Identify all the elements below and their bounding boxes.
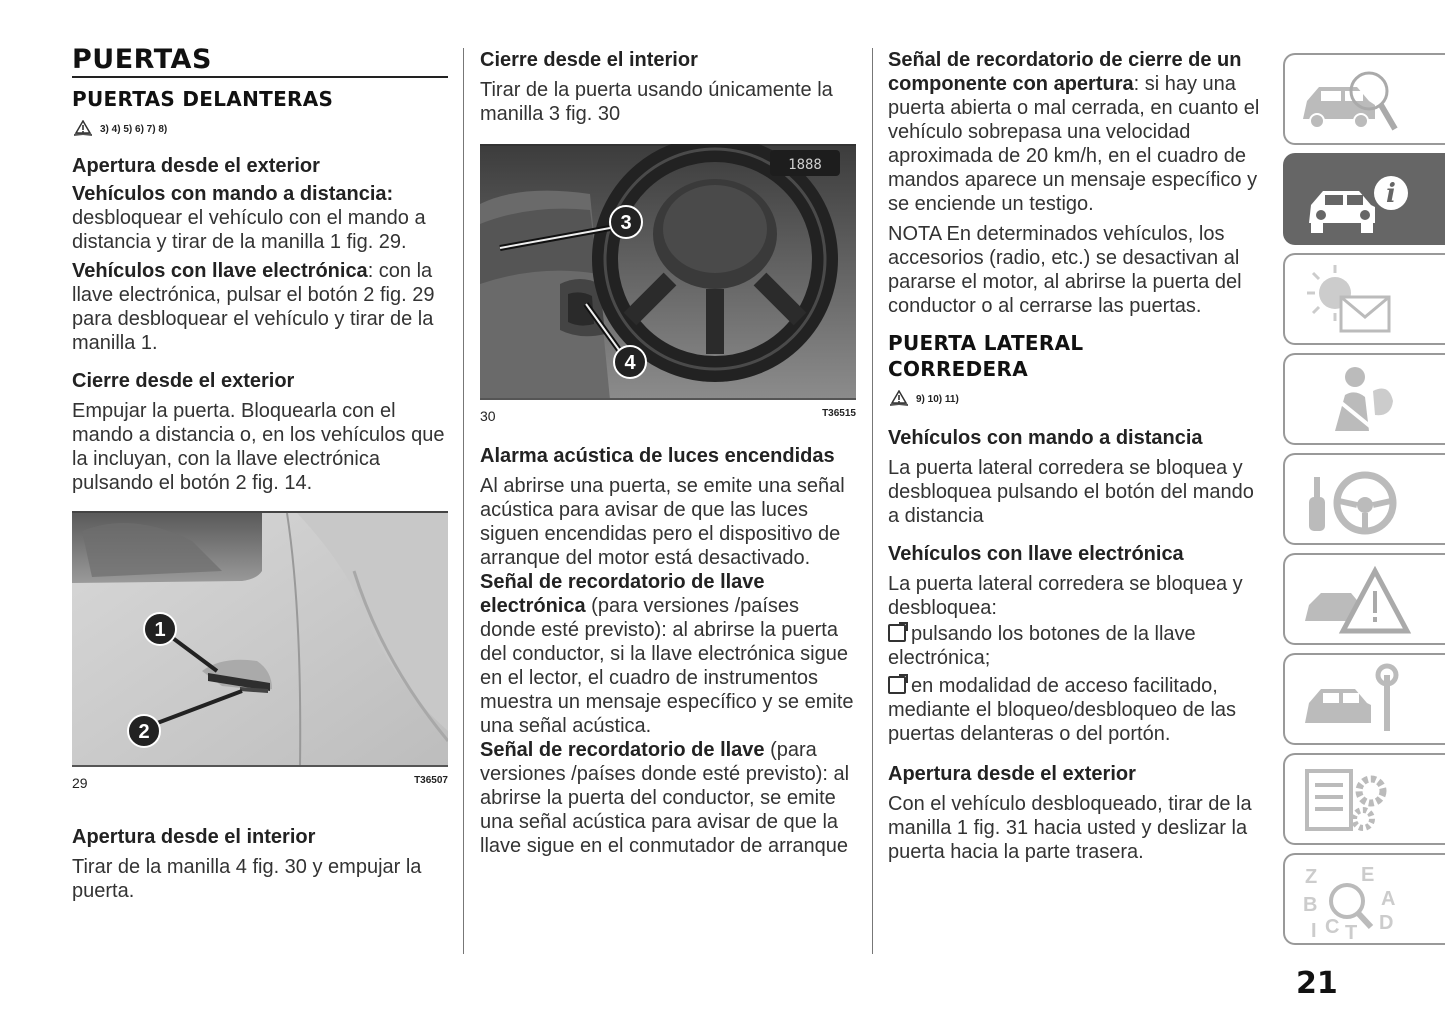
key-reminder-text: (para versiones /países donde esté previsto): al abrirse la puerta del conductor, si la llave electrónica sigue en el lector, el cuadro de instrumentos muestra un mensaje específico y se emite una señal acústica. xyxy=(480,595,854,737)
bullet-item xyxy=(888,674,1264,746)
paragraph-close-interior: Tirar de la puerta usando únicamente la manilla 3 fig. 30 xyxy=(480,79,833,125)
key-reminder-2-label: Señal de recordatorio de llave xyxy=(480,739,765,761)
section-title: PUERTAS xyxy=(72,44,212,75)
warning-references xyxy=(72,118,448,140)
remote-text: desbloquear el vehículo con el mando a distancia y tirar de la manilla 1 fig. 29. xyxy=(72,207,426,253)
figure-caption xyxy=(480,408,856,424)
heading-open-interior: Apertura desde el interior xyxy=(72,826,316,848)
figure-29 xyxy=(72,511,448,791)
car-wrench-icon xyxy=(1295,661,1425,741)
door-handle-photo xyxy=(72,511,448,767)
figure-code: T36515 xyxy=(822,408,856,419)
svg-text:i: i xyxy=(1386,179,1396,209)
column-1 xyxy=(72,44,448,903)
tab-technical-data[interactable] xyxy=(1283,753,1445,845)
paragraph-alarm: Al abrirse una puerta, se emite una señal acústica para avisar de que las luces siguen encendidas pero el dispositivo de arranque del motor está desactivado. xyxy=(480,475,845,569)
column-divider xyxy=(872,48,873,954)
closure-reminder-text: : si hay una puerta abierta o mal cerrada, en cuanto el vehículo sobrepasa una velocidad aproximada de 20 km/h, en el cuadro de mandos aparece un mensaje específico y se enciende un testigo. xyxy=(888,73,1260,215)
key-steering-icon xyxy=(1295,461,1425,541)
figure-30 xyxy=(480,144,856,424)
paragraph-key-reminder-2 xyxy=(480,738,856,858)
interior-door-photo xyxy=(480,144,856,400)
checkbox-bullet-icon xyxy=(888,624,906,642)
tab-instruments-info[interactable] xyxy=(1283,153,1445,245)
car-warning-icon xyxy=(1295,561,1425,641)
warning-refs-text: 3) 4) 5) 6) 7) 8) xyxy=(100,123,168,135)
svg-text:1888: 1888 xyxy=(788,157,822,173)
page-number: 21 xyxy=(1296,966,1338,1001)
tab-knowing-vehicle[interactable] xyxy=(1283,53,1445,145)
index-letter: I xyxy=(1311,920,1317,941)
bullet-item xyxy=(888,622,1264,670)
column-2 xyxy=(480,44,856,858)
tab-lights-messages[interactable] xyxy=(1283,253,1445,345)
figure-code: T36507 xyxy=(414,775,448,786)
bullet-text: en modalidad de acceso facilitado, mediante el bloqueo/desbloqueo de las puertas delanteras o del portón. xyxy=(888,675,1237,745)
key-label: Vehículos con llave electrónica xyxy=(72,260,368,282)
heading-close-interior: Cierre desde el interior xyxy=(480,49,698,71)
paragraph-sliding-open-ext: Con el vehículo desbloqueado, tirar de la manilla 1 fig. 31 hacia usted y deslizar la puerta hacia la parte trasera. xyxy=(888,793,1252,863)
tab-emergency[interactable] xyxy=(1283,553,1445,645)
car-search-icon xyxy=(1295,61,1425,141)
paragraph-nota: NOTA En determinados vehículos, los accesorios (radio, etc.) se desactivan al pararse el motor, al abrirse la puerta del conductor o al cerrarse las puertas. xyxy=(888,223,1242,317)
car-info-icon xyxy=(1295,161,1425,241)
checkbox-bullet-icon xyxy=(888,676,906,694)
callout-1: 1 xyxy=(154,619,166,641)
warning-book-icon xyxy=(72,120,94,138)
sun-envelope-icon xyxy=(1295,261,1425,341)
heading-close-exterior: Cierre desde el exterior xyxy=(72,370,295,392)
airbag-person-icon xyxy=(1295,361,1425,441)
bullet-text: pulsando los botones de la llave electrónica; xyxy=(888,623,1196,669)
heading-alarm: Alarma acústica de luces encendidas xyxy=(480,445,835,467)
title-rule xyxy=(72,76,448,78)
closure-reminder-label: Señal de recordatorio de cierre de un componente con apertura xyxy=(888,49,1242,95)
tab-safety[interactable] xyxy=(1283,353,1445,445)
callout-2: 2 xyxy=(138,721,150,743)
remote-label: Vehículos con mando a distancia: xyxy=(72,183,394,205)
paragraph-open-interior: Tirar de la manilla 4 fig. 30 y empujar la puerta. xyxy=(72,856,422,902)
index-letter: D xyxy=(1379,912,1394,934)
tab-starting-driving[interactable] xyxy=(1283,453,1445,545)
heading-sliding-key: Vehículos con llave electrónica xyxy=(888,543,1184,565)
index-letter: E xyxy=(1361,864,1375,886)
paragraph-key xyxy=(72,259,448,355)
figure-number: 29 xyxy=(72,775,88,791)
key-reminder-label: Señal de recordatorio de llave electrónica xyxy=(480,571,765,617)
warning-references xyxy=(888,388,1264,410)
callout-3: 3 xyxy=(620,212,632,234)
callout-4: 4 xyxy=(624,352,636,374)
index-letter: C xyxy=(1325,916,1340,938)
heading-sliding-open-ext: Apertura desde el exterior xyxy=(888,763,1136,785)
index-letter: T xyxy=(1345,922,1358,941)
index-letter: A xyxy=(1381,888,1396,910)
figure-caption xyxy=(72,775,448,791)
heading-open-exterior: Apertura desde el exterior xyxy=(72,155,320,177)
list-gear-icon xyxy=(1295,761,1425,841)
key-text: : con la llave electrónica, pulsar el botón 2 fig. 29 para desbloquear el vehículo y tirar de la manilla 1. xyxy=(72,260,435,354)
section-sliding-door: PUERTA LATERAL CORREDERA xyxy=(888,331,1084,381)
paragraph-close-exterior: Empujar la puerta. Bloquearla con el mando a distancia o, en los vehículos que la incluyan, con la llave electrónica pulsando el botón 2 fig. 14. xyxy=(72,400,445,494)
key-reminder-2-text: (para versiones /países donde esté previsto): al abrirse la puerta del conductor, se emite una señal acústica para avisar de que la llave sigue en el conmutador de arranque xyxy=(480,739,850,857)
index-letter: Z xyxy=(1305,866,1318,888)
warning-book-icon xyxy=(888,390,910,408)
section-subtitle: PUERTAS DELANTERAS xyxy=(72,87,334,111)
tab-maintenance[interactable] xyxy=(1283,653,1445,745)
heading-sliding-remote: Vehículos con mando a distancia xyxy=(888,427,1203,449)
index-letter: B xyxy=(1303,894,1318,916)
paragraph-sliding-key: La puerta lateral corredera se bloquea y desbloquea: xyxy=(888,573,1243,619)
figure-number: 30 xyxy=(480,408,496,424)
column-3 xyxy=(888,44,1264,864)
warning-refs-text: 9) 10) 11) xyxy=(916,393,959,405)
paragraph-key-reminder xyxy=(480,570,856,738)
alphabet-search-icon xyxy=(1295,861,1425,941)
tab-index[interactable] xyxy=(1283,853,1445,945)
column-divider xyxy=(463,48,464,954)
paragraph-sliding-remote: La puerta lateral corredera se bloquea y desbloquea pulsando el botón del mando a distancia xyxy=(888,457,1254,527)
paragraph-closure-reminder xyxy=(888,48,1264,216)
paragraph-remote xyxy=(72,182,448,254)
